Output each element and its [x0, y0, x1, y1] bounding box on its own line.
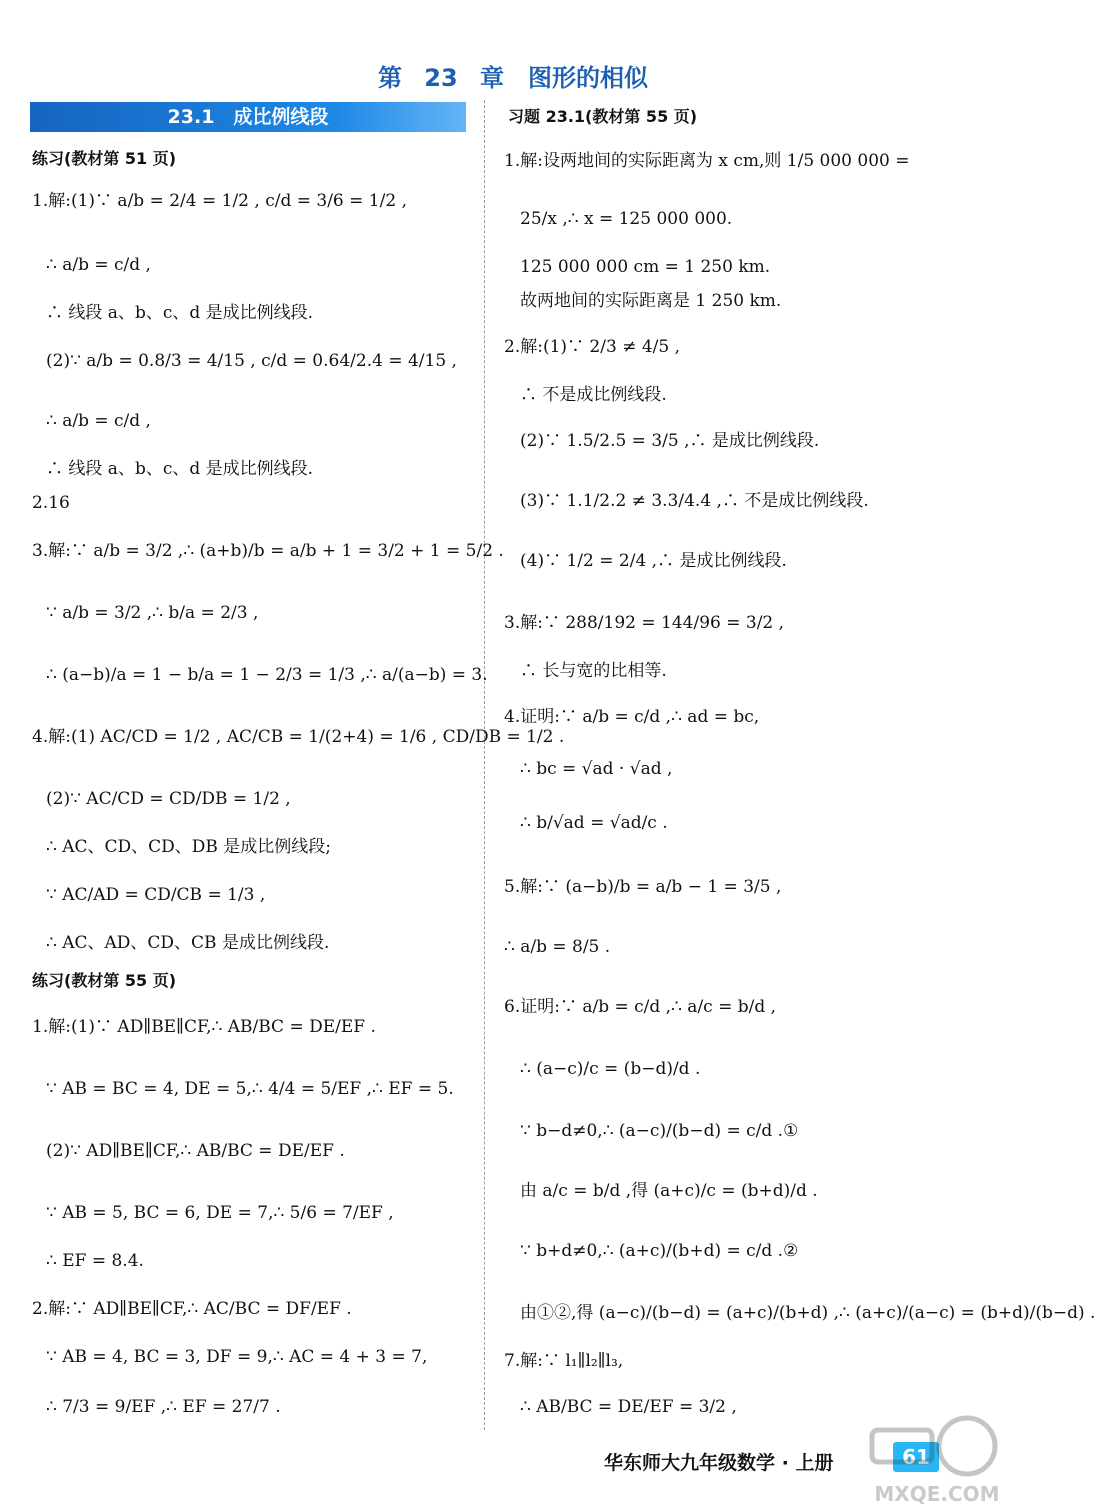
solution-line: ∴ 7/3 = 9/EF ,∴ EF = 27/7 . [46, 1397, 281, 1417]
solution-line: 4.解:(1) AC/CD = 1/2 , AC/CB = 1/(2+4) = 1/6 , CD/DB = 1/2 . [32, 727, 565, 747]
solution-line: 由 a/c = b/d ,得 (a+c)/c = (b+d)/d . [520, 1181, 818, 1201]
solution-line: (2)∵ 1.5/2.5 = 3/5 ,∴ 是成比例线段. [520, 431, 820, 451]
solution-line: (2)∵ AD∥BE∥CF,∴ AB/BC = DE/EF . [46, 1141, 345, 1161]
watermark-logo [862, 1412, 1012, 1506]
solution-line: ∵ a/b = 3/2 ,∴ b/a = 2/3 , [46, 603, 259, 623]
solution-line: 2.16 [32, 493, 70, 513]
solution-line: ∵ AB = 5, BC = 6, DE = 7,∴ 5/6 = 7/EF , [46, 1203, 394, 1223]
solution-line: 3.解:∵ 288/192 = 144/96 = 3/2 , [504, 613, 785, 633]
solution-line: ∵ AB = BC = 4, DE = 5,∴ 4/4 = 5/EF ,∴ EF = 5. [46, 1079, 454, 1099]
solution-line: ∴ (a−b)/a = 1 − b/a = 1 − 2/3 = 1/3 ,∴ a/(a−b) = 3. [46, 665, 488, 685]
solution-line: 2.解:∵ AD∥BE∥CF,∴ AC/BC = DF/EF . [32, 1299, 352, 1319]
solution-line: 25/x ,∴ x = 125 000 000. [520, 209, 733, 229]
solution-line: 1.解:设两地间的实际距离为 x cm,则 1/5 000 000 = [504, 151, 910, 171]
solution-line: 4.证明:∵ a/b = c/d ,∴ ad = bc, [504, 707, 760, 727]
solution-line: ∵ AB = 4, BC = 3, DF = 9,∴ AC = 4 + 3 = 7, [46, 1347, 428, 1367]
solution-line: (2)∵ AC/CD = CD/DB = 1/2 , [46, 789, 291, 809]
solution-line: (2)∵ a/b = 0.8/3 = 4/15 , c/d = 0.64/2.4 = 4/15 , [46, 351, 457, 371]
watermark-icon [862, 1412, 1012, 1482]
solution-line: ∴ b/√ad = √ad/c . [520, 813, 668, 833]
practice-heading-p51: 练习(教材第 51 页) [32, 149, 177, 168]
solution-line: ∵ AC/AD = CD/CB = 1/3 , [46, 885, 266, 905]
solution-line: ∴ 线段 a、b、c、d 是成比例线段. [46, 459, 314, 479]
solution-line: ∴ (a−c)/c = (b−d)/d . [520, 1059, 701, 1079]
solution-line: 1.解:(1)∵ a/b = 2/4 = 1/2 , c/d = 3/6 = 1/2 , [32, 191, 407, 211]
solution-line: ∴ a/b = c/d , [46, 411, 151, 431]
solution-line: 7.解:∵ l₁∥l₂∥l₃, [504, 1351, 624, 1371]
solution-line: ∴ AB/BC = DE/EF = 3/2 , [520, 1397, 737, 1417]
solution-line: 2.解:(1)∵ 2/3 ≠ 4/5 , [504, 337, 681, 357]
chapter-title: 第 23 章 图形的相似 [377, 64, 649, 92]
solution-line: 5.解:∵ (a−b)/b = a/b − 1 = 3/5 , [504, 877, 782, 897]
watermark-text: MXQE.COM [874, 1482, 1000, 1506]
solution-line: ∴ AC、AD、CD、CB 是成比例线段. [46, 933, 330, 953]
section-title-bar: 23.1 成比例线段 [30, 102, 466, 132]
solution-line: ∴ a/b = 8/5 . [504, 937, 611, 957]
column-divider [484, 100, 485, 1430]
solution-line: 6.证明:∵ a/b = c/d ,∴ a/c = b/d , [504, 997, 777, 1017]
solution-line: (3)∵ 1.1/2.2 ≠ 3.3/4.4 ,∴ 不是成比例线段. [520, 491, 869, 511]
solution-line: ∴ a/b = c/d , [46, 255, 151, 275]
solution-line: 由①②,得 (a−c)/(b−d) = (a+c)/(b+d) ,∴ (a+c)/(a−c) = (b+d)/(b−d) . [520, 1303, 1095, 1323]
practice-heading-p55: 练习(教材第 55 页) [32, 971, 177, 990]
solution-line: 故两地间的实际距离是 1 250 km. [520, 291, 782, 311]
footer-book-title: 华东师大九年级数学 · 上册 [604, 1452, 834, 1474]
solution-line: 125 000 000 cm = 1 250 km. [520, 257, 771, 277]
solution-line: ∴ EF = 8.4. [46, 1251, 144, 1271]
solution-line: ∵ b−d≠0,∴ (a−c)/(b−d) = c/d .① [520, 1121, 799, 1141]
page-number-badge: 61 [893, 1442, 939, 1472]
solution-line: ∵ b+d≠0,∴ (a+c)/(b+d) = c/d .② [520, 1241, 799, 1261]
solution-line: (4)∵ 1/2 = 2/4 ,∴ 是成比例线段. [520, 551, 787, 571]
solution-line: ∴ AC、CD、CD、DB 是成比例线段; [46, 837, 332, 857]
solution-line: 3.解:∵ a/b = 3/2 ,∴ (a+b)/b = a/b + 1 = 3/2 + 1 = 5/2 . [32, 541, 504, 561]
solution-line: 1.解:(1)∵ AD∥BE∥CF,∴ AB/BC = DE/EF . [32, 1017, 376, 1037]
solution-line: ∴ 长与宽的比相等. [520, 661, 667, 681]
exercise-heading: 习题 23.1(教材第 55 页) [508, 107, 698, 126]
solution-line: ∴ 线段 a、b、c、d 是成比例线段. [46, 303, 314, 323]
solution-line: ∴ 不是成比例线段. [520, 385, 667, 405]
solution-line: ∴ bc = √ad · √ad , [520, 759, 673, 779]
